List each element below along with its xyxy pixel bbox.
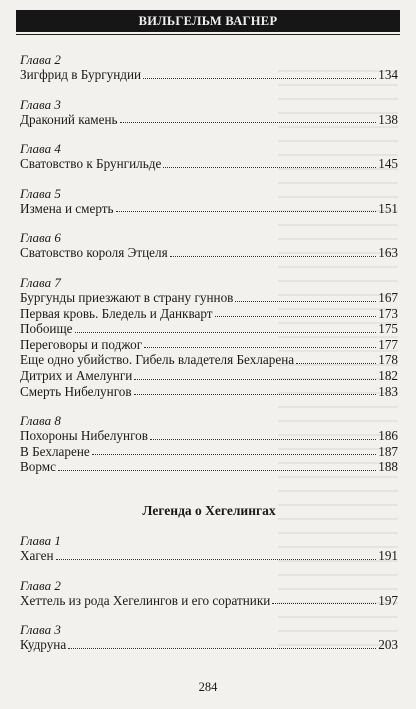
toc-entry bbox=[20, 459, 398, 475]
chapter-block bbox=[20, 52, 398, 83]
toc-entry-title: Вормс bbox=[20, 459, 56, 475]
toc-entry bbox=[20, 428, 398, 444]
toc-entry bbox=[20, 306, 398, 322]
toc-entry bbox=[20, 67, 398, 83]
dot-leader bbox=[120, 122, 377, 123]
toc-entry-page: 151 bbox=[378, 200, 398, 216]
toc-entry bbox=[20, 201, 398, 217]
toc-entry bbox=[20, 352, 398, 368]
chapter-block bbox=[20, 186, 398, 217]
toc-entry bbox=[20, 290, 398, 306]
chapter-block bbox=[20, 413, 398, 475]
dot-leader bbox=[272, 603, 376, 604]
toc-entry-page: 182 bbox=[378, 367, 398, 383]
toc-entry-page: 203 bbox=[378, 637, 398, 653]
dot-leader bbox=[58, 470, 376, 471]
toc-part-1 bbox=[20, 52, 398, 475]
chapter-block bbox=[20, 141, 398, 172]
dot-leader bbox=[235, 301, 376, 302]
chapter-block bbox=[20, 622, 398, 653]
toc-entry-page: 167 bbox=[378, 289, 398, 305]
toc-entry bbox=[20, 593, 398, 609]
toc-entry-title: Сватовство короля Этцеля bbox=[20, 245, 168, 261]
chapter-block bbox=[20, 578, 398, 609]
chapter-block bbox=[20, 230, 398, 261]
dot-leader bbox=[75, 332, 377, 333]
toc-entry-title: Драконий камень bbox=[20, 111, 118, 127]
chapter-label: Глава 5 bbox=[20, 185, 61, 201]
chapter-label: Глава 8 bbox=[20, 413, 61, 429]
toc-entry-title: Сватовство к Брунгильде bbox=[20, 156, 162, 172]
page-number: 284 bbox=[198, 680, 218, 694]
section-title: Легенда о Хегелингах bbox=[142, 502, 276, 518]
dot-leader bbox=[144, 347, 376, 348]
toc-entry-title: Еще одно убийство. Гибель владетеля Бехларена bbox=[20, 352, 295, 368]
toc-entry-title: Хаген bbox=[20, 547, 54, 563]
dot-leader bbox=[170, 256, 377, 257]
dot-leader bbox=[150, 439, 376, 440]
chapter-label: Глава 3 bbox=[20, 622, 61, 638]
toc-entry-title: Первая кровь. Бледель и Данкварт bbox=[20, 305, 213, 321]
toc-entry-title: Побоище bbox=[20, 321, 73, 337]
toc-entry-page: 138 bbox=[378, 111, 398, 127]
chapter-label: Глава 6 bbox=[20, 230, 61, 246]
toc-entry-title: Похороны Нибелунгов bbox=[20, 428, 148, 444]
toc-entry-page: 173 bbox=[378, 305, 398, 321]
toc-entry bbox=[20, 444, 398, 460]
chapter-block bbox=[20, 97, 398, 128]
dot-leader bbox=[163, 167, 376, 168]
toc-entry-title: В Бехларене bbox=[20, 443, 90, 459]
toc-entry-title: Хеттель из рода Хегелингов и его соратники bbox=[20, 592, 271, 608]
toc-entry-page: 175 bbox=[378, 321, 398, 337]
toc-entry-page: 188 bbox=[378, 459, 398, 475]
toc-entry-title: Зигфрид в Бургундии bbox=[20, 67, 142, 82]
toc-entry-page: 186 bbox=[378, 428, 398, 444]
toc-entry bbox=[20, 337, 398, 353]
toc-entry-page: 191 bbox=[378, 547, 398, 563]
toc-entry-title: Измена и смерть bbox=[20, 200, 114, 216]
chapter-block bbox=[20, 275, 398, 399]
toc-entry-page: 197 bbox=[378, 592, 398, 608]
dot-leader bbox=[296, 363, 376, 364]
toc-entry bbox=[20, 548, 398, 564]
toc-entry-title: Переговоры и поджог bbox=[20, 336, 143, 352]
toc-part-2 bbox=[20, 533, 398, 653]
toc-entry-page: 145 bbox=[378, 156, 398, 172]
toc-entry bbox=[20, 637, 398, 653]
table-of-contents bbox=[20, 52, 398, 667]
toc-entry-title: Дитрих и Амелунги bbox=[20, 367, 133, 383]
chapter-label: Глава 7 bbox=[20, 274, 61, 290]
dot-leader bbox=[56, 559, 377, 560]
dot-leader bbox=[68, 648, 376, 649]
header-rule bbox=[16, 34, 400, 35]
toc-entry-page: 163 bbox=[378, 245, 398, 261]
toc-entry-page: 134 bbox=[378, 67, 398, 82]
toc-entry-title: Смерть Нибелунгов bbox=[20, 383, 132, 399]
chapter-label: Глава 3 bbox=[20, 96, 61, 112]
toc-entry-page: 177 bbox=[378, 336, 398, 352]
chapter-label: Глава 2 bbox=[20, 52, 61, 67]
toc-entry bbox=[20, 112, 398, 128]
toc-entry bbox=[20, 245, 398, 261]
toc-entry bbox=[20, 321, 398, 337]
dot-leader bbox=[116, 211, 377, 212]
dot-leader bbox=[215, 316, 377, 317]
toc-entry bbox=[20, 368, 398, 384]
toc-entry-title: Кудруна bbox=[20, 637, 67, 653]
toc-entry-title: Бургунды приезжают в страну гуннов bbox=[20, 289, 234, 305]
running-header bbox=[16, 10, 400, 32]
dot-leader bbox=[143, 78, 376, 79]
dot-leader bbox=[92, 454, 376, 455]
chapter-label: Глава 4 bbox=[20, 141, 61, 157]
toc-entry-page: 178 bbox=[378, 352, 398, 368]
dot-leader bbox=[134, 394, 377, 395]
toc-entry bbox=[20, 156, 398, 172]
toc-entry-page: 183 bbox=[378, 383, 398, 399]
dot-leader bbox=[134, 379, 376, 380]
chapter-label: Глава 1 bbox=[20, 532, 61, 548]
chapter-label: Глава 2 bbox=[20, 577, 61, 593]
toc-entry bbox=[20, 384, 398, 400]
chapter-block bbox=[20, 533, 398, 564]
running-header-title: ВИЛЬГЕЛЬМ ВАГНЕР bbox=[138, 13, 278, 28]
toc-entry-page: 187 bbox=[378, 443, 398, 459]
